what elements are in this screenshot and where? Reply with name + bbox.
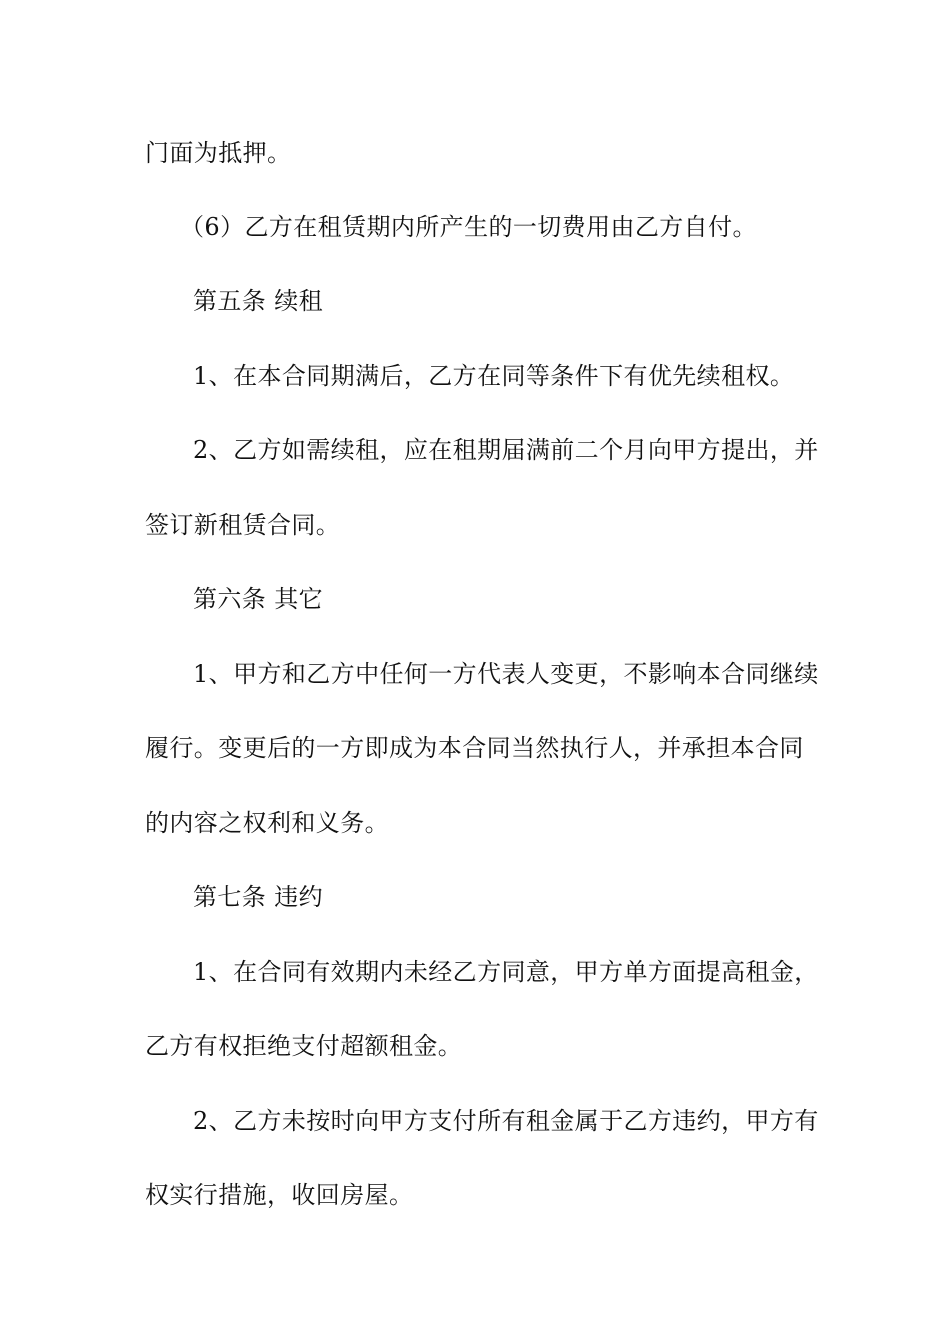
paragraph-line: 1、在本合同期满后，乙方在同等条件下有优先续租权。: [193, 362, 795, 390]
paragraph-line: 1、在合同有效期内未经乙方同意，甲方单方面提高租金，: [193, 958, 819, 986]
paragraph-line: 乙方有权拒绝支付超额租金。: [145, 1032, 463, 1060]
paragraph-line: 2、乙方未按时向甲方支付所有租金属于乙方违约，甲方有: [193, 1107, 819, 1135]
paragraph-line: 2、乙方如需续租，应在租期届满前二个月向甲方提出，并: [193, 436, 819, 464]
paragraph-line: 权实行措施，收回房屋。: [145, 1181, 414, 1209]
paragraph-line: 签订新租赁合同。: [145, 511, 341, 539]
section-heading: 第六条 其它: [193, 585, 324, 613]
paragraph-line: （6）乙方在租赁期内所产生的一切费用由乙方自付。: [180, 213, 757, 241]
section-heading: 第五条 续租: [193, 287, 324, 315]
paragraph-line: 1、甲方和乙方中任何一方代表人变更，不影响本合同继续: [193, 660, 819, 688]
paragraph-line: 的内容之权利和义务。: [145, 809, 389, 837]
paragraph-line: 履行。变更后的一方即成为本合同当然执行人，并承担本合同: [145, 734, 804, 762]
paragraph-line: 门面为抵押。: [145, 139, 292, 167]
section-heading: 第七条 违约: [193, 883, 324, 911]
